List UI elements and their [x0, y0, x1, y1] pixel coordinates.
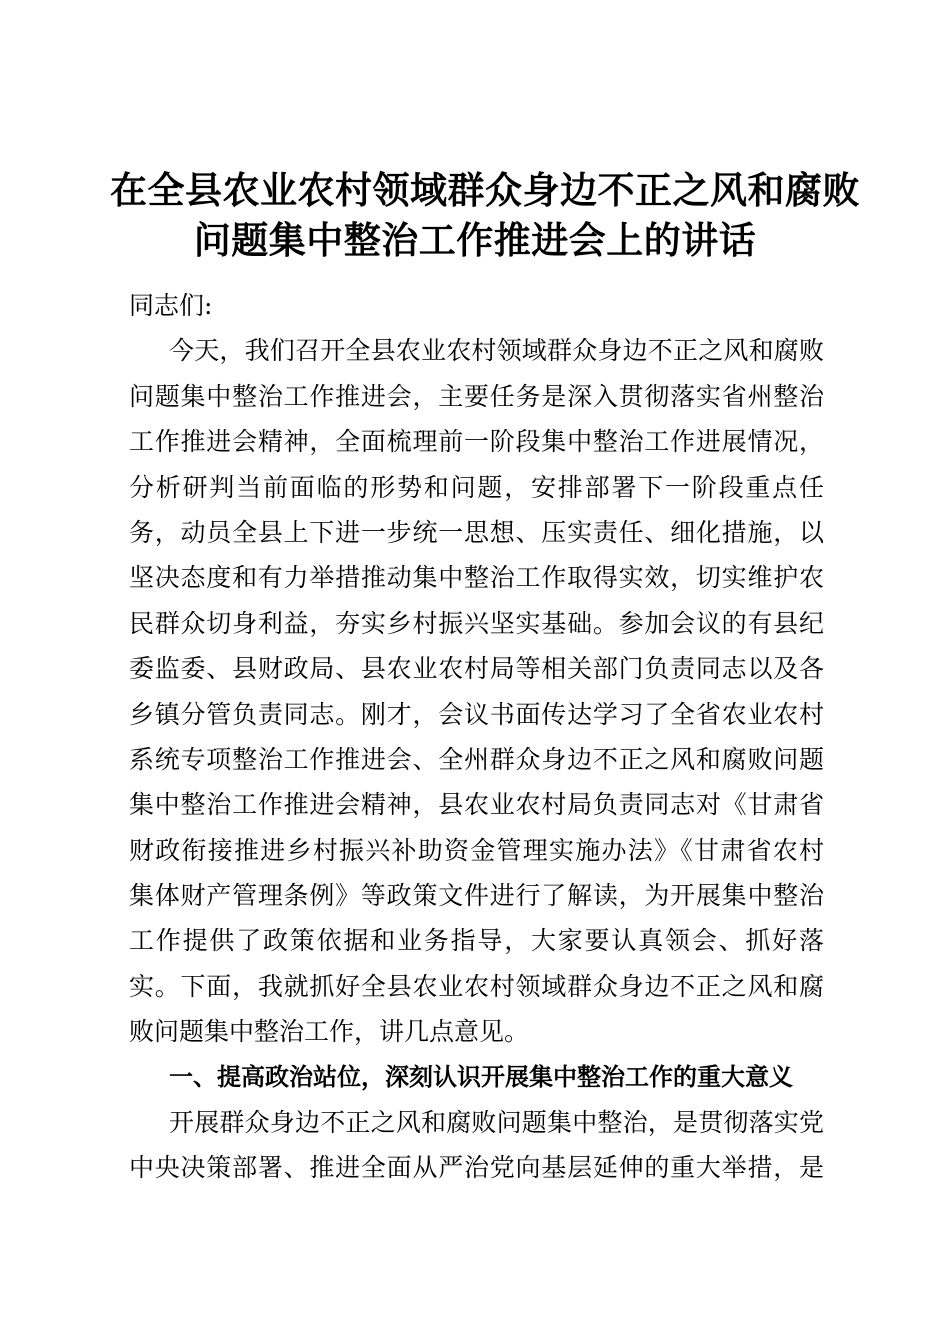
- paragraph-line: 工作推进会精神，全面梳理前一阶段集中整治工作进展情况，: [129, 427, 824, 457]
- paragraph-line: 集中整治工作推进会精神，县农业农村局负责同志对《甘肃省: [129, 790, 824, 820]
- paragraph-line: 集体财产管理条例》等政策文件进行了解读，为开展集中整治: [129, 881, 824, 911]
- paragraph-line: 开展群众身边不正之风和腐败问题集中整治，是贯彻落实党: [169, 1108, 824, 1138]
- document-title: [110, 166, 860, 266]
- paragraph-line: 务，动员全县上下进一步统一思想、压实责任、细化措施，以: [129, 517, 824, 547]
- paragraph-line: 财政衔接推进乡村振兴补助资金管理实施办法》《甘肃省农村: [129, 835, 824, 865]
- paragraph-line: 今天，我们召开全县农业农村领域群众身边不正之风和腐败: [169, 336, 824, 366]
- title-line: 在全县农业农村领域群众身边不正之风和腐败: [110, 169, 860, 212]
- title-line: 问题集中整治工作推进会上的讲话: [193, 219, 757, 262]
- paragraph-line: 乡镇分管负责同志。刚才，会议书面传达学习了全省农业农村: [129, 699, 824, 729]
- paragraph-line: 系统专项整治工作推进会、全州群众身边不正之风和腐败问题: [129, 744, 824, 774]
- paragraph-line: 分析研判当前面临的形势和问题，安排部署下一阶段重点任: [129, 472, 824, 502]
- document-body: [129, 283, 824, 1191]
- paragraph-line: 实。下面，我就抓好全县农业农村领域群众身边不正之风和腐: [129, 971, 824, 1001]
- paragraph-line: 工作提供了政策依据和业务指导，大家要认真领会、抓好落: [129, 926, 824, 956]
- section-heading: 一、提高政治站位，深刻认识开展集中整治工作的重大意义: [169, 1062, 793, 1091]
- paragraph-line: 中央决策部署、推进全面从严治党向基层延伸的重大举措，是: [129, 1153, 824, 1183]
- paragraph-line: 委监委、县财政局、县农业农村局等相关部门负责同志以及各: [129, 654, 824, 684]
- salutation: 同志们:: [129, 291, 213, 320]
- paragraph-line: 败问题集中整治工作，讲几点意见。: [129, 1017, 530, 1047]
- paragraph-line: 问题集中整治工作推进会，主要任务是深入贯彻落实省州整治: [129, 381, 824, 411]
- paragraph-line: 坚决态度和有力举措推动集中整治工作取得实效，切实维护农: [129, 563, 824, 593]
- paragraph-opening: [129, 328, 824, 1054]
- paragraph-section-one: [129, 1100, 824, 1191]
- paragraph-line: 民群众切身利益，夯实乡村振兴坚实基础。参加会议的有县纪: [129, 608, 824, 638]
